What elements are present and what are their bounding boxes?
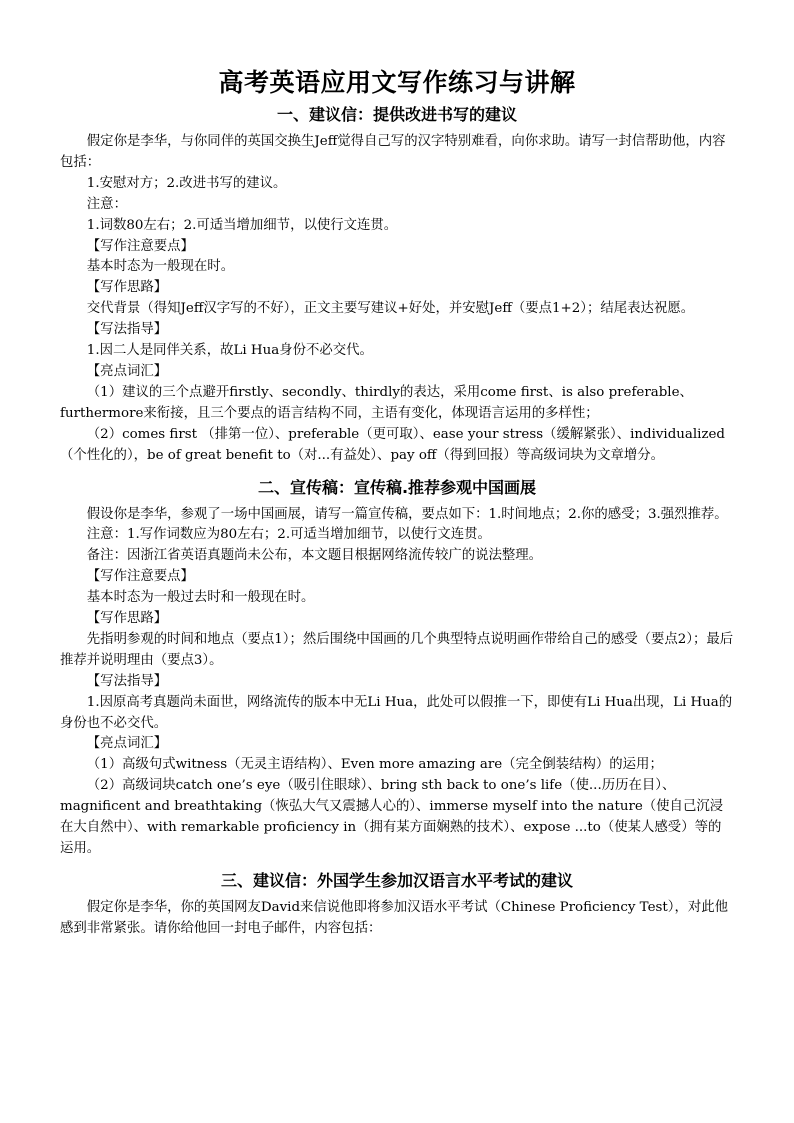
remark-text: 备注：因浙江省英语真题尚未公布，本文题目根据网络流传较广的说法整理。 [86,548,543,564]
highlight-vocab-1: （1）高级句式witness（无灵主语结构）、Even more amazing are（完全倒装结构）的运用； [86,757,663,773]
label-writing-guide: 【写法指导】 [86,673,168,689]
label-writing-idea: 【写作思路】 [86,611,168,627]
task-prompt: 假设你是李华，参观了一场中国画展，请写一篇宣传稿，要点如下：1.时间地点；2.你的感受；3.强烈推荐。 [86,506,728,522]
highlight-vocab-1: （1）建议的三个点避开firstly、secondly、thirdly的表达，采用come first、is also preferable、furthermore来衔接，且三个要点的语言结构不同，主语有变化，体现语言运用的多样性； [60,384,693,421]
note-text: 注意：1.写作词数应为80左右；2.可适当增加细节，以使行文连贯。 [86,527,491,543]
key-points-text: 基本时态为一般过去时和一般现在时。 [86,590,315,606]
note-label: 注意： [86,196,127,212]
section-heading: 三、建议信：外国学生参加汉语言水平考试的建议 [220,870,573,890]
label-key-points: 【写作注意要点】 [86,238,194,254]
section-heading: 二、宣传稿：宣传稿.推荐参观中国画展 [257,477,537,497]
writing-guide-text: 1.因二人是同伴关系，故Li Hua身份不必交代。 [86,343,373,359]
section-3 [60,870,734,940]
note-text: 1.词数80左右；2.可适当增加细节，以使行文连贯。 [86,217,398,233]
highlight-vocab-2: （2）高级词块catch one’s eye（吸引住眼球）、bring sth back to one’s life（使...历历在目）、magnificent and breathtaking（恢弘大气又震撼人心的）、immerse myself into the nature（使自己沉浸在大自然中）、with remarkable proficiency in（拥有某方面娴熟的技术）、expose ...to（使某人感受）等的运用。 [60,778,724,856]
label-writing-guide: 【写法指导】 [86,322,168,338]
task-prompt: 假定你是李华，你的英国网友David来信说他即将参加汉语水平考试（Chinese Proficiency Test），对此他感到非常紧张。请你给他回一封电子邮件，内容包括： [60,899,729,936]
key-points-text: 基本时态为一般现在时。 [86,259,235,275]
section-1 [60,104,734,467]
highlight-vocab-2: （2）comes first （排第一位）、preferable（更可取）、ease your stress（缓解紧张）、individualized（个性化的），be of great benefit to（对...有益处）、pay off（得到回报）等高级词块为文章增分。 [60,426,726,463]
label-highlight-vocab: 【亮点词汇】 [86,736,168,752]
section-2 [60,477,734,860]
document-page [60,60,734,940]
label-writing-idea: 【写作思路】 [86,280,168,296]
label-key-points: 【写作注意要点】 [86,569,194,585]
section-heading: 一、建议信：提供改进书写的建议 [276,105,517,124]
label-highlight-vocab: 【亮点词汇】 [86,363,168,379]
writing-idea-text: 先指明参观的时间和地点（要点1）；然后围绕中国画的几个典型特点说明画作带给自己的感受（要点2）；最后推荐并说明理由（要点3）。 [60,631,734,668]
writing-guide-text: 1.因原高考真题尚未面世，网络流传的版本中无Li Hua，此处可以假推一下，即使有Li Hua出现，Li Hua的身份也不必交代。 [60,694,733,731]
document-title: 高考英语应用文写作练习与讲解 [218,68,576,97]
task-prompt: 假定你是李华，与你同伴的英国交换生Jeff觉得自己写的汉字特别难看，向你求助。请写一封信帮助他，内容包括： [60,134,726,170]
task-points: 1.安慰对方；2.改进书写的建议。 [86,175,287,191]
writing-idea-text: 交代背景（得知Jeff汉字写的不好），正文主要写建议+好处，并安慰Jeff（要点1+2）；结尾表达祝愿。 [86,301,695,317]
